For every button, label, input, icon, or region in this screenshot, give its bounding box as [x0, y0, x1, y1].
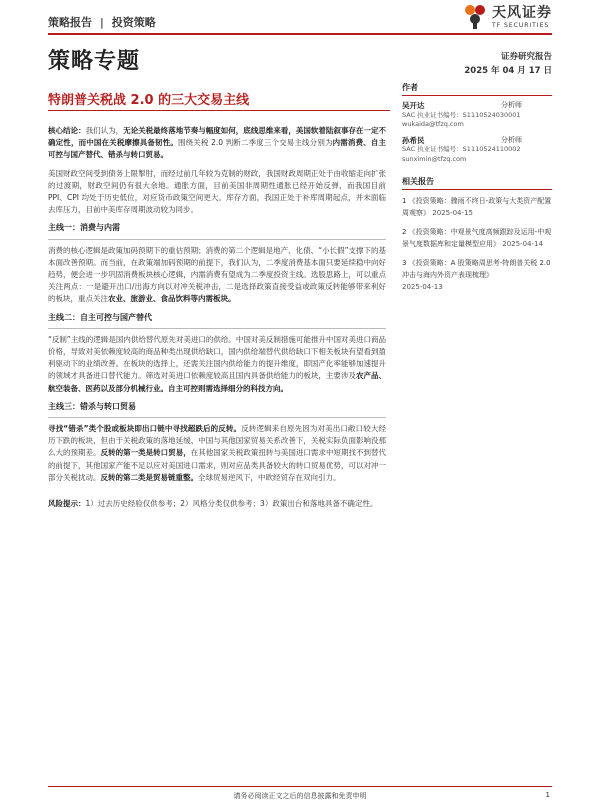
risk-warning: 风险提示：1）过去历史经验仅供参考；2）风格分类仅供参考；3）政策出台和落地具备不确定性。	[48, 499, 378, 509]
section-divider	[48, 328, 386, 329]
author-cert: SAC 执业证书编号：S1110524030001	[402, 110, 521, 119]
related-report-title[interactable]: 1 《投资策略：骤雨不终日-政策与大类资产配置周观察》	[402, 197, 552, 217]
section-divider	[48, 239, 386, 240]
related-report-date: 2025-04-13	[402, 283, 443, 291]
author-role: 分析师	[501, 135, 522, 144]
category-label: 策略报告	[48, 16, 92, 29]
research-report-label: 证券研究报告	[500, 52, 552, 62]
section-self-reliance-text: “反制”主线的逻辑是国内供给替代原先对美进口的供给。中国对美反制措施可能推升中国对美进口商品价格，导致对美依赖度较高的商品种类出现供给缺口，国内供给端替代供给缺口下相关板块有望看到盈利驱动下的业绩改善。在板块的选择上，还需关注国内供给能力的提升维度，即国产化率能够加速提升的领域才具备进口替代能力。筛选对美进口依赖度较高且国内具备供给能力的板块，主要涉及农产品、航空装备、医药以及部分机械行业。自主可控则需选择细分的科技方向。	[48, 334, 387, 393]
related-report-item[interactable]	[402, 195, 552, 219]
author-name: 吴开达	[402, 101, 425, 110]
author-entry	[402, 136, 552, 165]
section-heading-trade: 主线三：错杀与转口贸易	[48, 401, 136, 411]
sidebar	[402, 82, 552, 300]
section-trade-text: 寻找“错杀”类个股或板块即出口链中寻找超跌后的反转。反转逻辑来自原先因为对美出口敞口较大经历下跌的板块，但由于关税政策的落地延缓、中国与其他国家贸易关系改善下，关税实际负面影响没那么大的预期差。反转的第一类是转口贸易，在其他国家关税政策扭转与美国进口需求中短期找不到替代的前提下，其他国家产能不足以应对美国进口需求，则对应品类具备较大的转口贸易优势，可以对冲一部分关税扰动。反转的第二类是贸易链重整。全球贸易逆风下，中欧经贸存在双向引力。	[48, 424, 387, 482]
related-report-date: 2025-04-15	[432, 209, 473, 217]
author-role: 分析师	[501, 101, 522, 109]
author-name: 孙希民	[402, 135, 425, 145]
section-heading-consumption: 主线一：消费与内需	[48, 223, 120, 233]
core-conclusion: 核心结论：我们认为，无论关税最终落地节奏与幅度如何，底线思维来看，美国软着陆叙事存在一定不确定性，而中国在关税摩擦具备韧性。围绕关税 2.0 判断二季度三个交易主线分别为内需消费、自主可控与国产替代、错杀与转口贸易。	[48, 126, 387, 160]
author-email[interactable]: sunximin@tfzq.com	[402, 154, 467, 163]
author-entry	[402, 101, 552, 130]
main-body	[48, 125, 386, 516]
subcategory-label: 投资策略	[111, 16, 156, 29]
report-type-heading: 策略专题	[48, 49, 141, 74]
author-cert: SAC 执业证书编号：S1110524110002	[402, 145, 521, 153]
title-divider	[48, 110, 390, 111]
footer-disclaimer: 请务必阅读正文之后的信息披露和免责申明	[233, 792, 367, 800]
section-heading-self-reliance: 主线二：自主可控与国产替代	[48, 312, 152, 322]
logo-name-cn: 天风证券	[492, 5, 552, 21]
logo-name-en: TF SECURITIES	[492, 22, 550, 29]
section-consumption-text: 消费的核心逻辑是政策加码预期下的重估预期；消费的第二个逻辑是地产、化债、“小长假”支撑下的基本面改善预期。而当前，在政策端加码预期的前提下，我们认为，二季度消费基本面只要延续稳中向好趋势，便会进一步巩固消费板块核心逻辑，内需消费有望成为二季度投资主线。选股思路上，可以重点关注两点：一是避开出口/出海方向以对冲关税冲击，二是选择政策直接受益或政策反转能够带来利好的板块，重点关注农业、旅游业、食品饮料等内需板块。	[48, 245, 386, 304]
macro-paragraph: 美国财政空间受到债务上限掣肘，而经过前几年较为克制的财政，我国财政周期正处于由收缩走向扩张的过渡期，财政空间仍有很大余地。通胀方面，目前美国非周期性通胀已经开始反弹，而我国目前 PPI、CPI 均处于历史低位，对应货币政策空间更大。库存方面，我国正处于补库周期起点，并未面临去库压力，目前中美库存周期波动较为同步。	[48, 168, 386, 215]
report-category	[48, 14, 156, 30]
footer-divider	[48, 786, 552, 787]
related-report-title[interactable]: 2 《投资策略：中观景气度高频跟踪及运用-中观景气度数据库和定量模型应用》	[402, 228, 552, 248]
category-separator: |	[99, 16, 104, 29]
logo-mark-icon	[462, 3, 488, 29]
related-report-title[interactable]: 3 《投资策略：A 股策略周思考-特朗普关税 2.0 冲击与海内外资产表现梳理》	[402, 259, 551, 279]
report-title: 特朗普关税战 2.0 的三大交易主线	[48, 93, 250, 108]
related-report-item[interactable]	[402, 226, 552, 250]
author-heading: 作者	[402, 82, 552, 96]
header-divider	[48, 33, 552, 35]
page-number: 1	[545, 791, 550, 799]
related-report-item[interactable]	[402, 257, 552, 293]
section-divider	[48, 417, 386, 418]
author-email[interactable]: wukaida@tfzq.com	[402, 120, 464, 128]
company-logo	[462, 2, 552, 29]
report-date: 2025 年 04 月 17 日	[464, 66, 552, 76]
related-report-date: 2025-04-14	[502, 240, 543, 248]
related-reports-heading: 相关报告	[402, 176, 552, 190]
